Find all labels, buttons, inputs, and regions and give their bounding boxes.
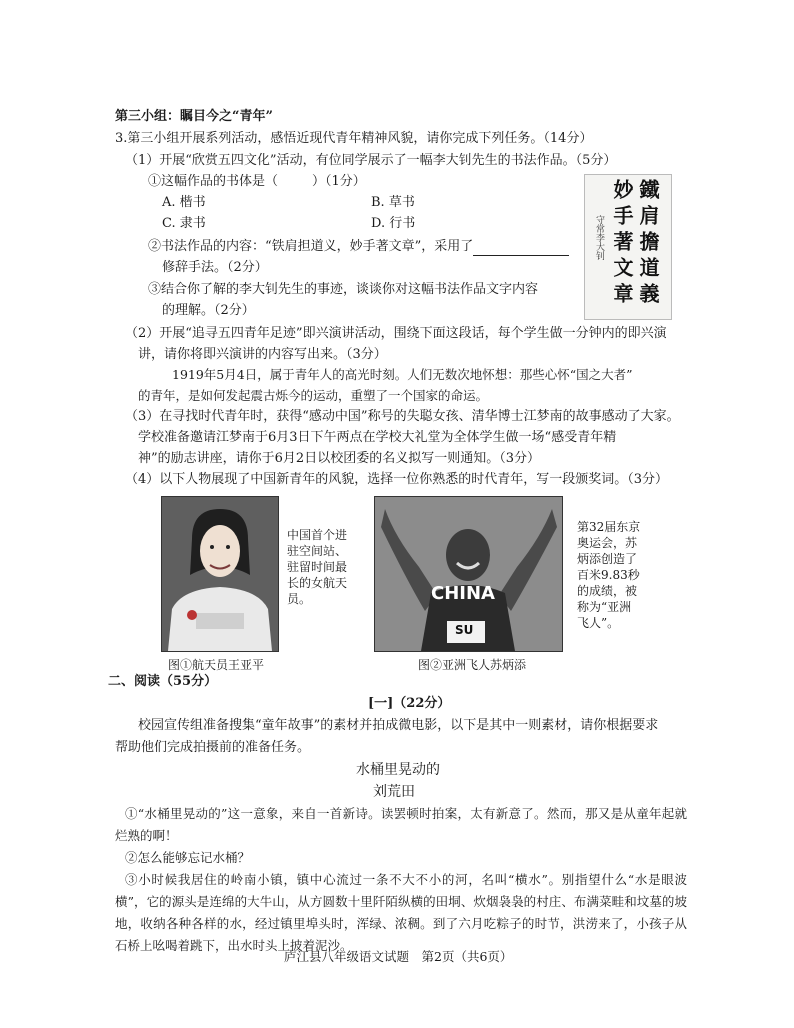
- reading-heading: 二、阅读（55分）: [108, 674, 218, 689]
- astronaut-photo: [161, 496, 279, 652]
- page-footer: 庐江县八年级语文试题 第2页（共6页）: [284, 949, 513, 964]
- question-3-1-b-line2: 修辞手法。（2分）: [162, 260, 268, 275]
- question-3-1-c-line2: 的理解。（2分）: [162, 303, 255, 318]
- calligraphy-signature: 守常李大钊: [594, 215, 604, 260]
- option-d: D. 行书: [371, 216, 416, 231]
- question-3-1-c: ③结合你了解的李大钊先生的事迹，谈谈你对这幅书法作品文字内容: [148, 282, 539, 297]
- bib-text: SU: [455, 623, 474, 637]
- question-3-1-b: [148, 238, 569, 256]
- reading-part: [一]（22分）: [368, 696, 451, 711]
- question-3-3-line2: 学校准备邀请江梦南于6月3日下午两点在学校大礼堂为全体学生做一场“感受青年精: [138, 430, 617, 445]
- question-3-3-line3: 神”的励志讲座，请你于6月2日以校团委的名义拟写一则通知。（3分）: [138, 451, 540, 466]
- paragraph-2: ②怎么能够忘记水桶？: [125, 850, 251, 865]
- fig2-description: 第32届东京奥运会，苏炳添创造了百米9.83秒的成绩，被称为“亚洲飞人”。: [577, 520, 641, 630]
- reading-intro-line2: 帮助他们完成拍摄前的准备任务。: [115, 740, 311, 755]
- option-a: A. 楷书: [162, 195, 206, 210]
- quote-text: 1919年5月4日，属于青年人的高光时刻。人们无数次地怀想：那些心怀“国之大者”: [172, 367, 633, 382]
- question-3-3: （3）在寻找时代青年时，获得“感动中国”称号的失聪女孩、清华博士江梦南的故事感动了大家。: [125, 409, 680, 424]
- question-3-1: （1）开展“欣赏五四文化”活动，有位同学展示了一幅李大钊先生的书法作品。（5分）: [125, 153, 617, 168]
- paragraph-1: ①“水桶里晃动的”这一意象，来自一首新诗。读罢顿时拍案，太有新意了。然而，那又是从童年起就烂熟的啊！: [115, 806, 687, 843]
- sprinter-photo: [374, 496, 563, 652]
- q1a-post: ）（1分）: [312, 174, 366, 189]
- option-b: B. 草书: [371, 195, 415, 210]
- question-3-4: （4）以下人物展现了中国新青年的风貌，选择一位你熟悉的时代青年，写一段颁奖词。（3分）: [125, 472, 669, 487]
- astronaut-illustration: [162, 497, 278, 651]
- article-title: 水桶里晃动的: [356, 762, 440, 778]
- fig1-description: 中国首个进驻空间站、驻留时间最长的女航天员。: [287, 528, 348, 606]
- question-3-2: （2）开展“追寻五四青年足迹”即兴演讲活动，围绕下面这段话，每个学生做一分钟内的即兴演: [125, 326, 667, 341]
- jersey-text: CHINA: [431, 583, 495, 604]
- question-3-2-line2: 讲，请你将即兴演讲的内容写出来。（3分）: [138, 347, 387, 362]
- article-author: 刘荒田: [373, 784, 415, 800]
- q1b-text: ②书法作品的内容：“铁肩担道义，妙手著文章”，采用了: [148, 239, 474, 254]
- calligraphy-left-column: 妙手著文章: [610, 179, 634, 309]
- quote-text-line2: 的青年，是如何发起震古烁今的运动，重塑了一个国家的命运。: [138, 388, 489, 403]
- fig1-caption: 图①航天员王亚平: [168, 658, 265, 672]
- question-3-1-a: [148, 173, 366, 191]
- paragraph-3: ③小时候我居住的岭南小镇，镇中心流过一条不大不小的河，名叫“横水”。别指望什么“水是眼波横”，它的源头是连绵的大牛山，从方圆数十里阡陌纵横的田垌、炊烟袅袅的村庄、布满菜畦和坟墓的坡地，收纳各种各样的水，经过镇里埠头时，浑绿、浓稠。到了六月吃粽子的时节，洪涝来了，小孩子从石桥上吆喝着跳下，出水时头上披着泥沙。: [115, 872, 687, 953]
- q1a-pre: ①这幅作品的书体是（: [148, 174, 279, 189]
- calligraphy-right-column: 鐵肩擔道義: [636, 179, 660, 309]
- fig2-caption: 图②亚洲飞人苏炳添: [418, 658, 527, 672]
- calligraphy-artwork: [584, 174, 672, 320]
- answer-blank: [473, 243, 569, 256]
- reading-intro: 校园宣传组准备搜集“童年故事”的素材并拍成微电影，以下是其中一则素材，请你根据要求: [138, 718, 659, 733]
- section3-title: 第三小组：瞩目今之“青年”: [115, 109, 273, 124]
- option-c: C. 隶书: [162, 216, 206, 231]
- question-3: 3.第三小组开展系列活动，感悟近现代青年精神风貌，请你完成下列任务。（14分）: [115, 131, 593, 146]
